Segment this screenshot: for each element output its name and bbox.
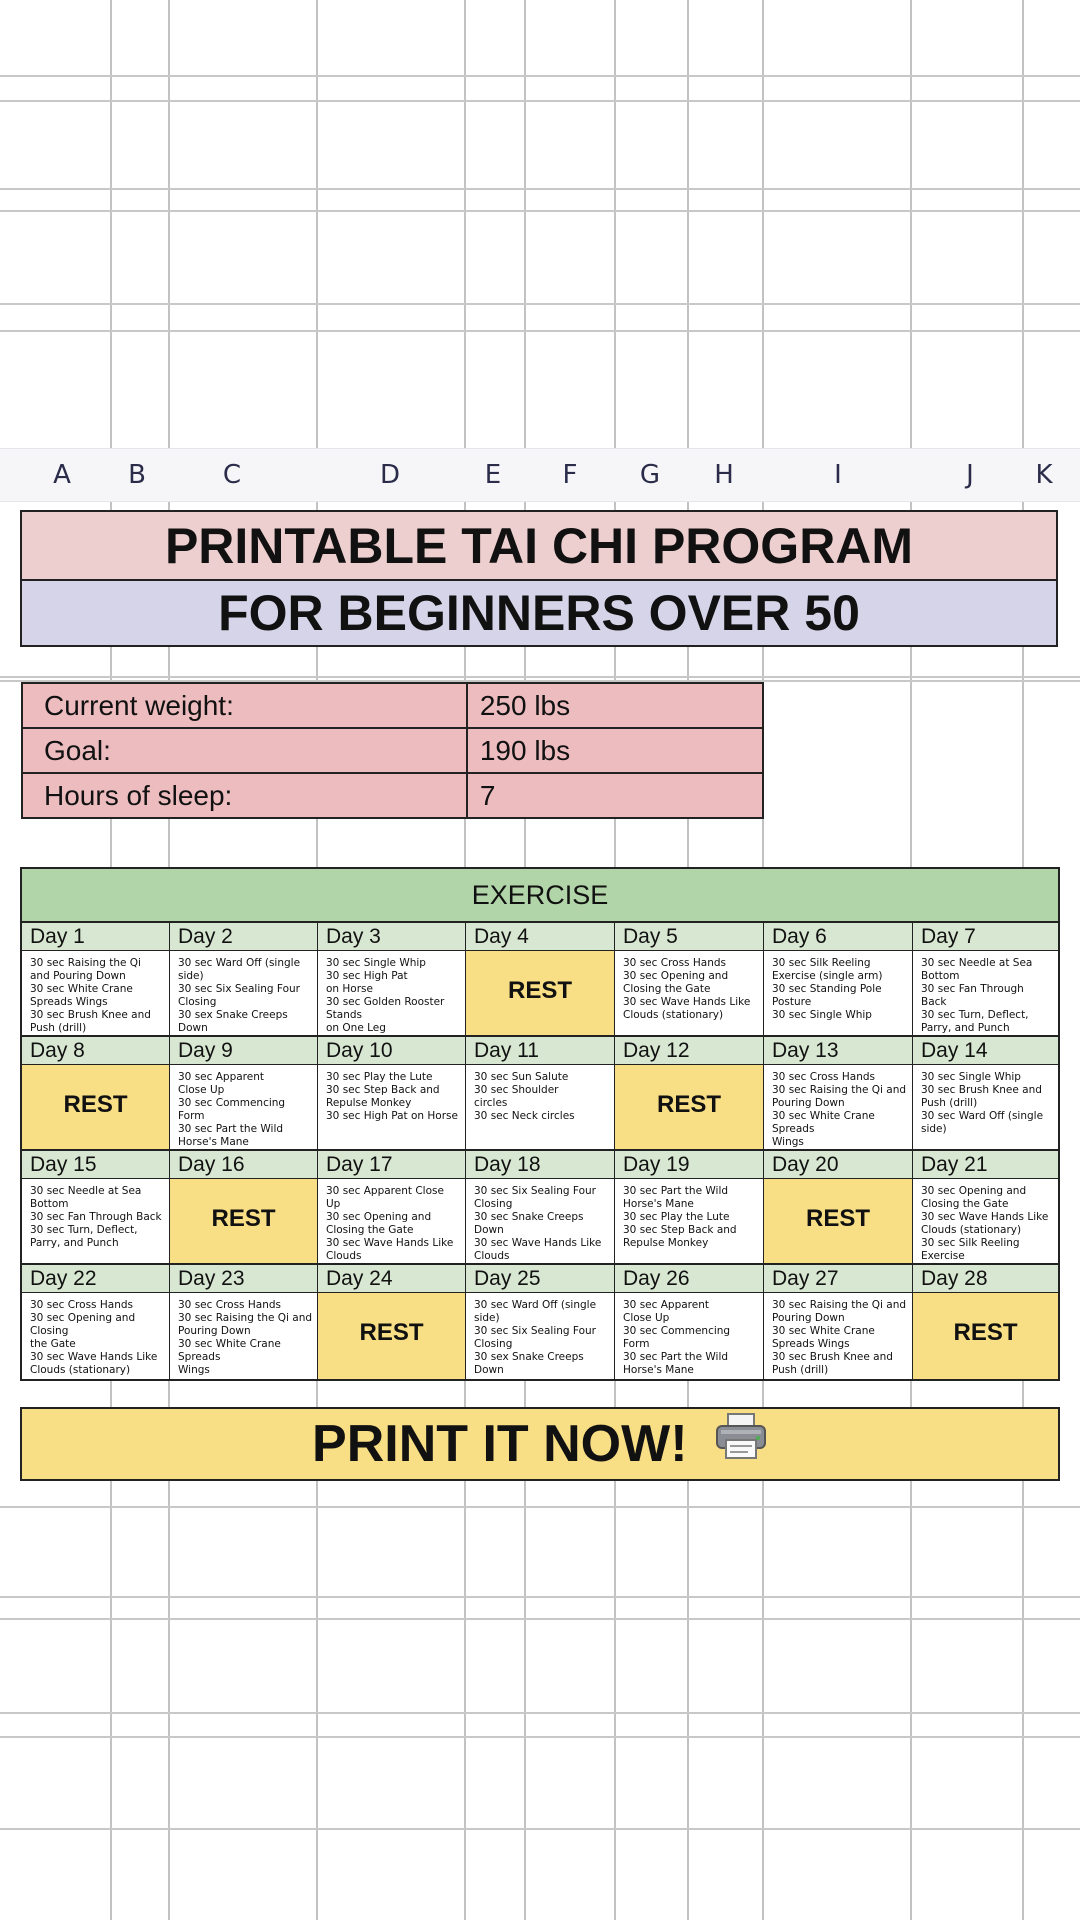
week-row xyxy=(22,923,1058,1037)
column-header-e[interactable]: E xyxy=(484,460,502,490)
exercise-day-cell[interactable]: 30 sec Opening and Closing the Gate 30 sec Wave Hands Like Clouds (stationary) 30 sec Silk Reeling Exercise xyxy=(913,1179,1058,1265)
stats-table xyxy=(21,682,764,819)
day-header[interactable]: Day 25 xyxy=(466,1265,615,1293)
day-header[interactable]: Day 2 xyxy=(170,923,318,951)
exercise-day-cell[interactable]: 30 sec Raising the Qi and Pouring Down 30 sec White Crane Spreads Wings 30 sec Brush Knee and Push (drill) xyxy=(22,951,170,1037)
grid-row-line xyxy=(0,1736,1080,1738)
exercise-day-cell[interactable]: 30 sec Play the Lute 30 sec Step Back and Repulse Monkey 30 sec High Pat on Horse xyxy=(318,1065,466,1151)
grid-row-line xyxy=(0,303,1080,305)
printer-icon xyxy=(714,1408,768,1478)
day-header[interactable]: Day 9 xyxy=(170,1037,318,1065)
grid-row-line xyxy=(0,210,1080,212)
exercise-day-cell[interactable]: 30 sec Cross Hands 30 sec Raising the Qi and Pouring Down 30 sec White Crane Spreads Wings xyxy=(764,1065,913,1151)
grid-row-line xyxy=(0,1506,1080,1508)
week-row xyxy=(22,1151,1058,1265)
column-header-f[interactable]: F xyxy=(562,460,578,490)
day-header[interactable]: Day 7 xyxy=(913,923,1058,951)
grid-row-line xyxy=(0,1618,1080,1620)
day-header[interactable]: Day 22 xyxy=(22,1265,170,1293)
exercise-day-cell[interactable]: 30 sec Needle at Sea Bottom 30 sec Fan Through Back 30 sec Turn, Deflect, Parry, and Punch xyxy=(913,951,1058,1037)
grid-row-line xyxy=(0,100,1080,102)
stats-row xyxy=(22,683,763,728)
column-header-a[interactable]: A xyxy=(53,460,71,490)
grid-row-line xyxy=(0,75,1080,77)
grid-row-line xyxy=(0,1828,1080,1830)
exercise-day-cell[interactable]: 30 sec Ward Off (single side) 30 sec Six Sealing Four Closing 30 sex Snake Creeps Down xyxy=(466,1293,615,1379)
day-header[interactable]: Day 27 xyxy=(764,1265,913,1293)
day-header[interactable]: Day 24 xyxy=(318,1265,466,1293)
exercise-day-cell[interactable]: 30 sec Apparent Close Up 30 sec Commencing Form 30 sec Part the Wild Horse's Mane xyxy=(615,1293,764,1379)
day-header[interactable]: Day 17 xyxy=(318,1151,466,1179)
exercise-day-cell[interactable]: 30 sec Single Whip 30 sec High Pat on Horse 30 sec Golden Rooster Stands on One Leg xyxy=(318,951,466,1037)
exercise-day-cell[interactable]: 30 sec Needle at Sea Bottom 30 sec Fan Through Back 30 sec Turn, Deflect, Parry, and Punch xyxy=(22,1179,170,1265)
day-header[interactable]: Day 8 xyxy=(22,1037,170,1065)
rest-day-cell[interactable]: REST xyxy=(466,951,615,1037)
exercise-day-cell[interactable]: 30 sec Cross Hands 30 sec Opening and Closing the Gate 30 sec Wave Hands Like Clouds (stationary) xyxy=(22,1293,170,1379)
print-button-label: PRINT IT NOW! xyxy=(312,1415,688,1473)
stats-row xyxy=(22,728,763,773)
stat-label[interactable]: Current weight: xyxy=(22,683,467,728)
day-header[interactable]: Day 1 xyxy=(22,923,170,951)
page-subtitle: FOR BEGINNERS OVER 50 xyxy=(20,581,1058,647)
exercise-day-cell[interactable]: 30 sec Ward Off (single side) 30 sec Six Sealing Four Closing 30 sex Snake Creeps Down xyxy=(170,951,318,1037)
column-header-c[interactable]: C xyxy=(222,460,242,490)
grid-row-line xyxy=(0,1596,1080,1598)
column-header-bar xyxy=(0,448,1080,502)
column-header-i[interactable]: I xyxy=(834,460,842,490)
day-header[interactable]: Day 18 xyxy=(466,1151,615,1179)
exercise-day-cell[interactable]: 30 sec Six Sealing Four Closing 30 sec Snake Creeps Down 30 sec Wave Hands Like Clouds xyxy=(466,1179,615,1265)
exercise-day-cell[interactable]: 30 sec Single Whip 30 sec Brush Knee and Push (drill) 30 sec Ward Off (single side) xyxy=(913,1065,1058,1151)
day-header[interactable]: Day 28 xyxy=(913,1265,1058,1293)
stat-label[interactable]: Goal: xyxy=(22,728,467,773)
day-header[interactable]: Day 21 xyxy=(913,1151,1058,1179)
rest-day-cell[interactable]: REST xyxy=(913,1293,1058,1379)
rest-day-cell[interactable]: REST xyxy=(22,1065,170,1151)
column-header-b[interactable]: B xyxy=(128,460,146,490)
exercise-day-cell[interactable]: 30 sec Cross Hands 30 sec Opening and Closing the Gate 30 sec Wave Hands Like Clouds (stationary) xyxy=(615,951,764,1037)
day-header[interactable]: Day 5 xyxy=(615,923,764,951)
column-header-d[interactable]: D xyxy=(379,460,401,490)
grid-row-line xyxy=(0,676,1080,678)
column-header-k[interactable]: K xyxy=(1035,460,1053,490)
column-header-j[interactable]: J xyxy=(966,460,974,490)
exercise-weeks xyxy=(22,923,1058,1379)
day-header[interactable]: Day 26 xyxy=(615,1265,764,1293)
grid-row-line xyxy=(0,330,1080,332)
stat-value-input[interactable]: 250 lbs xyxy=(467,683,763,728)
exercise-day-cell[interactable]: 30 sec Sun Salute 30 sec Shoulder circles 30 sec Neck circles xyxy=(466,1065,615,1151)
rest-day-cell[interactable]: REST xyxy=(170,1179,318,1265)
stat-value-input[interactable]: 7 xyxy=(467,773,763,818)
exercise-day-cell[interactable]: 30 sec Raising the Qi and Pouring Down 30 sec White Crane Spreads Wings 30 sec Brush Knee and Push (drill) xyxy=(764,1293,913,1379)
column-header-h[interactable]: H xyxy=(714,460,734,490)
day-header[interactable]: Day 13 xyxy=(764,1037,913,1065)
exercise-day-cell[interactable]: 30 sec Apparent Close Up 30 sec Commencing Form 30 sec Part the Wild Horse's Mane xyxy=(170,1065,318,1151)
day-header[interactable]: Day 10 xyxy=(318,1037,466,1065)
day-header[interactable]: Day 12 xyxy=(615,1037,764,1065)
exercise-day-cell[interactable]: 30 sec Silk Reeling Exercise (single arm) 30 sec Standing Pole Posture 30 sec Single Whip xyxy=(764,951,913,1037)
exercise-day-cell[interactable]: 30 sec Cross Hands 30 sec Raising the Qi and Pouring Down 30 sec White Crane Spreads Wings xyxy=(170,1293,318,1379)
exercise-table xyxy=(20,867,1060,1381)
page-title: PRINTABLE TAI CHI PROGRAM xyxy=(20,510,1058,581)
day-header[interactable]: Day 15 xyxy=(22,1151,170,1179)
day-header[interactable]: Day 19 xyxy=(615,1151,764,1179)
day-header[interactable]: Day 23 xyxy=(170,1265,318,1293)
grid-row-line xyxy=(0,1712,1080,1714)
column-header-g[interactable]: G xyxy=(639,460,661,490)
print-button[interactable] xyxy=(20,1407,1060,1481)
grid-row-line xyxy=(0,188,1080,190)
day-header[interactable]: Day 11 xyxy=(466,1037,615,1065)
day-header[interactable]: Day 6 xyxy=(764,923,913,951)
week-row xyxy=(22,1265,1058,1379)
exercise-day-cell[interactable]: 30 sec Apparent Close Up 30 sec Opening and Closing the Gate 30 sec Wave Hands Like Clouds xyxy=(318,1179,466,1265)
exercise-title: EXERCISE xyxy=(22,869,1058,923)
day-header[interactable]: Day 3 xyxy=(318,923,466,951)
week-row xyxy=(22,1037,1058,1151)
stat-value-input[interactable]: 190 lbs xyxy=(467,728,763,773)
day-header[interactable]: Day 14 xyxy=(913,1037,1058,1065)
rest-day-cell[interactable]: REST xyxy=(615,1065,764,1151)
stat-label[interactable]: Hours of sleep: xyxy=(22,773,467,818)
day-header[interactable]: Day 4 xyxy=(466,923,615,951)
day-header[interactable]: Day 16 xyxy=(170,1151,318,1179)
day-header[interactable]: Day 20 xyxy=(764,1151,913,1179)
exercise-day-cell[interactable]: 30 sec Part the Wild Horse's Mane 30 sec Play the Lute 30 sec Step Back and Repulse Monkey xyxy=(615,1179,764,1265)
stats-row xyxy=(22,773,763,818)
rest-day-cell[interactable]: REST xyxy=(764,1179,913,1265)
rest-day-cell[interactable]: REST xyxy=(318,1293,466,1379)
